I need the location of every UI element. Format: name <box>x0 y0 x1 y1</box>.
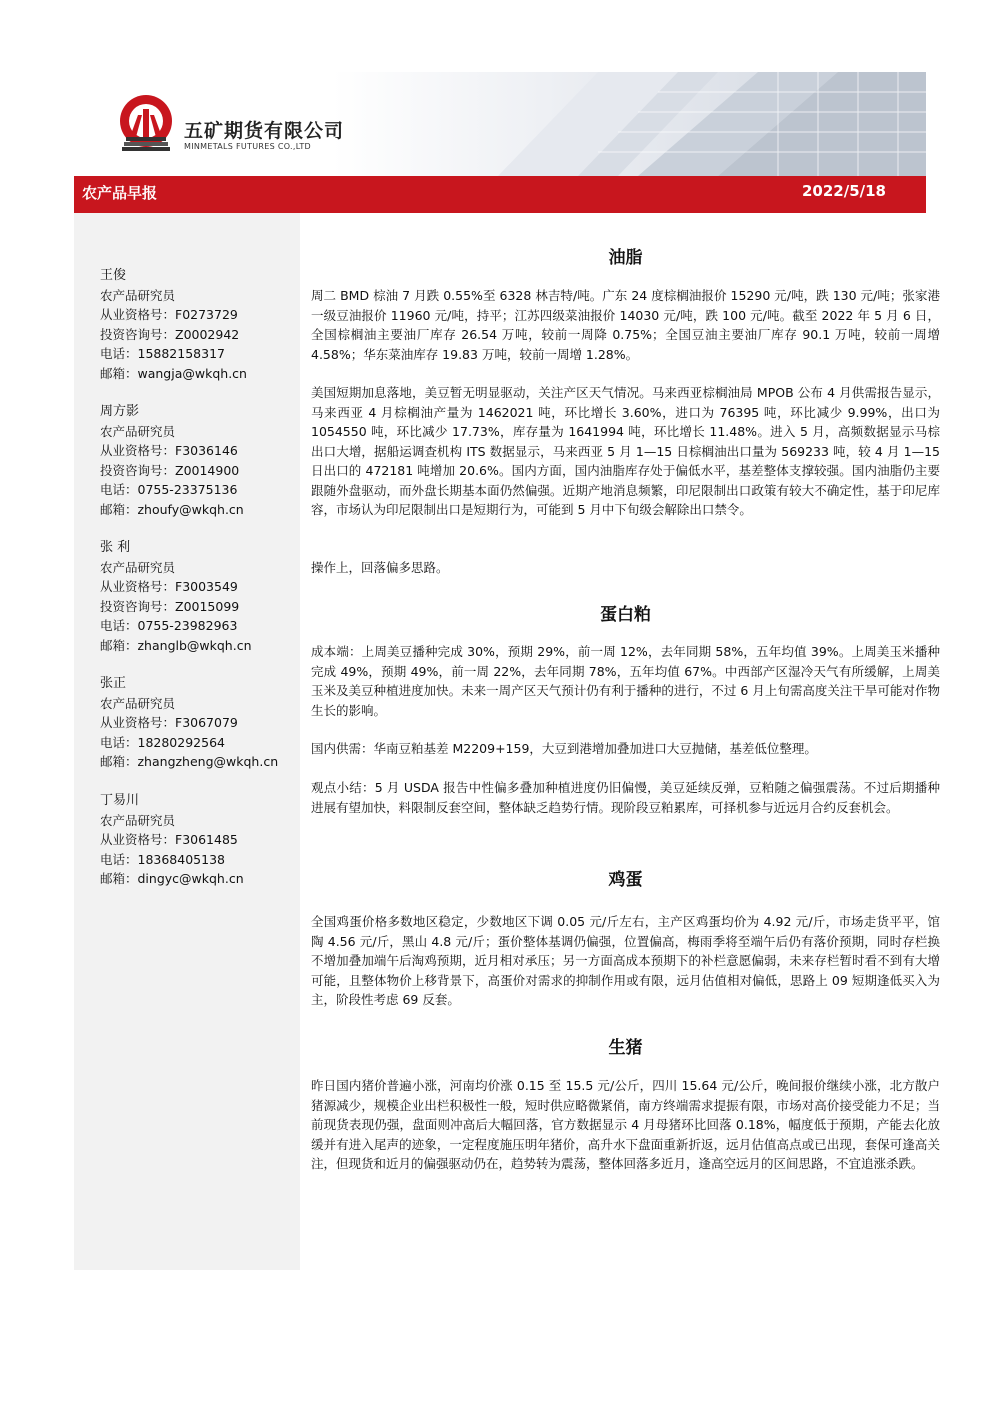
analyst-phone: 电话：0755-23375136 <box>100 482 238 497</box>
report-title-bar <box>74 176 926 213</box>
analyst-phone: 电话：0755-23982963 <box>100 618 238 633</box>
report-date: 2022/5/18 <box>801 182 886 200</box>
section-title-eggs: 鸡蛋 <box>608 870 643 890</box>
analyst-email[interactable]: 邮箱：dingyc@wkqh.cn <box>100 871 244 886</box>
analyst-card <box>100 402 244 519</box>
section-paragraph: 昨日国内猪价普遍小涨，河南均价涨 0.15 至 15.5 元/公斤，四川 15.64 元/公斤，晚间报价继续小涨，北方散户猪源减少，规模企业出栏积极性一般，短时供应略微紧俏，南方终端需求提振有限，市场对高价接受能力不足；当前现货表现仍强，盘面则冲高后大幅回落，官方数据显示 4 月母猪环比回落 0.18%，幅度低于预期，产能去化放缓并有进入尾声的迹象，一定程度施压明年猪价，高升水下盘面重新折返，远月估值高点或已出现，套保可逢高关注，但现货和近月的偏强驱动仍在，趋势转为震荡，整体回落多近月，逢高空远月的区间思路，不宜追涨杀跌。 <box>311 1078 940 1171</box>
company-name-cn: 五矿期货有限公司 <box>184 120 345 142</box>
section-paragraph: 成本端：上周美豆播种完成 30%，预期 29%，前一周 12%，去年同期 58%，五年均值 39%。上周美玉米播种完成 49%，预期 49%，前一周 22%，去年同期 78%，五年均值 67%。中西部产区湿冷天气有所缓解，上周美玉米及美豆种植进度加快。未来一周产区天气预计仍有利于播种的进行，不过 6 月上旬需高度关注干旱可能对作物生长的影响。 <box>311 644 940 718</box>
analyst-license: 从业资格号：F3067079 <box>100 715 238 730</box>
analyst-consult-no: 投资咨询号：Z0014900 <box>100 462 240 478</box>
analyst-license: 从业资格号：F3003549 <box>100 579 238 594</box>
report-type: 农产品早报 <box>82 184 158 202</box>
analyst-name: 王俊 <box>100 268 127 283</box>
analyst-email[interactable]: 邮箱：zhangzheng@wkqh.cn <box>100 754 279 769</box>
analyst-license: 从业资格号：F3036146 <box>100 443 238 458</box>
analyst-role: 农产品研究员 <box>100 695 176 711</box>
analyst-name: 丁易川 <box>100 793 140 808</box>
analyst-license: 从业资格号：F0273729 <box>100 307 238 322</box>
analyst-consult-no: 投资咨询号：Z0015099 <box>100 598 240 614</box>
analyst-card <box>100 791 244 889</box>
analyst-license: 从业资格号：F3061485 <box>100 832 238 847</box>
analyst-email[interactable]: 邮箱：zhoufy@wkqh.cn <box>100 501 244 517</box>
company-name-en: MINMETALS FUTURES CO.,LTD <box>184 142 311 151</box>
analyst-card <box>100 538 252 655</box>
section-paragraph: 国内供需：华南豆粕基差 M2209+159，大豆到港增加叠加进口大豆抛储，基差低位整理。 <box>311 741 817 756</box>
analyst-phone: 电话：15882158317 <box>100 346 225 361</box>
analyst-role: 农产品研究员 <box>100 287 176 303</box>
analyst-role: 农产品研究员 <box>100 559 176 575</box>
section-paragraph: 全国鸡蛋价格多数地区稳定，少数地区下调 0.05 元/斤左右，主产区鸡蛋均价为 4.92 元/斤，市场走货平平，馆陶 4.56 元/斤，黑山 4.8 元/斤；蛋价整体基调仍偏强，位置偏高，梅雨季将至端午后仍有落价预期，同时存栏换不增加叠加端午后淘鸡预期，近月相对承压；另一方面高成本预期下的补栏意愿偏弱，未来存栏暂时看不到有大增可能，且整体物价上移背景下，高蛋价对需求的抑制作用或有限，远月估值相对偏低，思路上 09 短期逢低买入为主，阶段性考虑 69 反套。 <box>311 914 940 1007</box>
analyst-card <box>100 266 247 383</box>
analyst-phone: 电话：18368405138 <box>100 851 225 867</box>
analyst-phone: 电话：18280292564 <box>100 734 225 750</box>
analyst-email[interactable]: 邮箱：zhanglb@wkqh.cn <box>100 637 252 653</box>
analyst-email[interactable]: 邮箱：wangja@wkqh.cn <box>100 365 247 381</box>
section-paragraph: 周二 BMD 棕油 7 月跌 0.55%至 6328 林吉特/吨。广东 24 度棕榈油报价 15290 元/吨，跌 130 元/吨；张家港一级豆油报价 11960 元/吨，持平；江苏四级菜油报价 14030 元/吨，跌 100 元/吨。截至 2022 年 5 月 6 日，全国棕榈油主要油厂库存 26.54 万吨，较前一周降 0.75%；全国豆油主要油厂库存 90.1 万吨，较前一周增 4.58%；华东菜油库存 19.83 万吨，较前一周增 1.28%。 <box>311 288 940 362</box>
section-paragraph: 美国短期加息落地，美豆暂无明显驱动，关注产区天气情况。马来西亚棕榈油局 MPOB 公布 4 月供需报告显示，马来西亚 4 月棕榈油产量为 1462021 吨，环比增长 3.60%，进口为 76395 吨，环比减少 9.99%，出口为 1054550 吨，环比减少 17.73%，库存量为 1641994 吨，环比增长 11.48%。进入 5 月，高频数据显示马棕出口大增，据船运调查机构 ITS 数据显示，马来西亚 5 月 1—15 日棕榈油出口量为 569233 吨，较 4 月 1—15 日出口的 472181 吨增加 20.6%。国内方面，国内油脂库存处于偏低水平，基差整体支撑较强。国内油脂仍主要跟随外盘驱动，而外盘长期基本面仍然偏强。近期产地消息频繁，印尼限制出口政策有较大不确定性，基于印尼库容，市场认为印尼限制出口是短期行为，可能到 5 月中下旬级会解除出口禁令。 <box>311 385 940 517</box>
analyst-role: 农产品研究员 <box>100 812 176 828</box>
analyst-name: 张 利 <box>100 540 131 555</box>
section-paragraph: 观点小结：5 月 USDA 报告中性偏多叠加种植进度仍旧偏慢，美豆延续反弹，豆粕随之偏强震荡。不过后期播种进展有望加快，料限制反套空间，整体缺乏趋势行情。现阶段豆粕累库，可择机参与近远月合约反套机会。 <box>311 780 940 815</box>
analyst-consult-no: 投资咨询号：Z0002942 <box>100 326 240 342</box>
section-paragraph: 操作上，回落偏多思路。 <box>311 560 449 575</box>
analyst-card <box>100 674 278 772</box>
analyst-role: 农产品研究员 <box>100 423 176 439</box>
analyst-name: 张正 <box>100 676 127 691</box>
section-title-hogs: 生猪 <box>608 1038 643 1058</box>
analyst-name: 周方影 <box>100 404 140 419</box>
section-title-oils: 油脂 <box>608 248 643 268</box>
section-title-meal: 蛋白粕 <box>600 605 651 625</box>
company-logo <box>118 93 174 153</box>
